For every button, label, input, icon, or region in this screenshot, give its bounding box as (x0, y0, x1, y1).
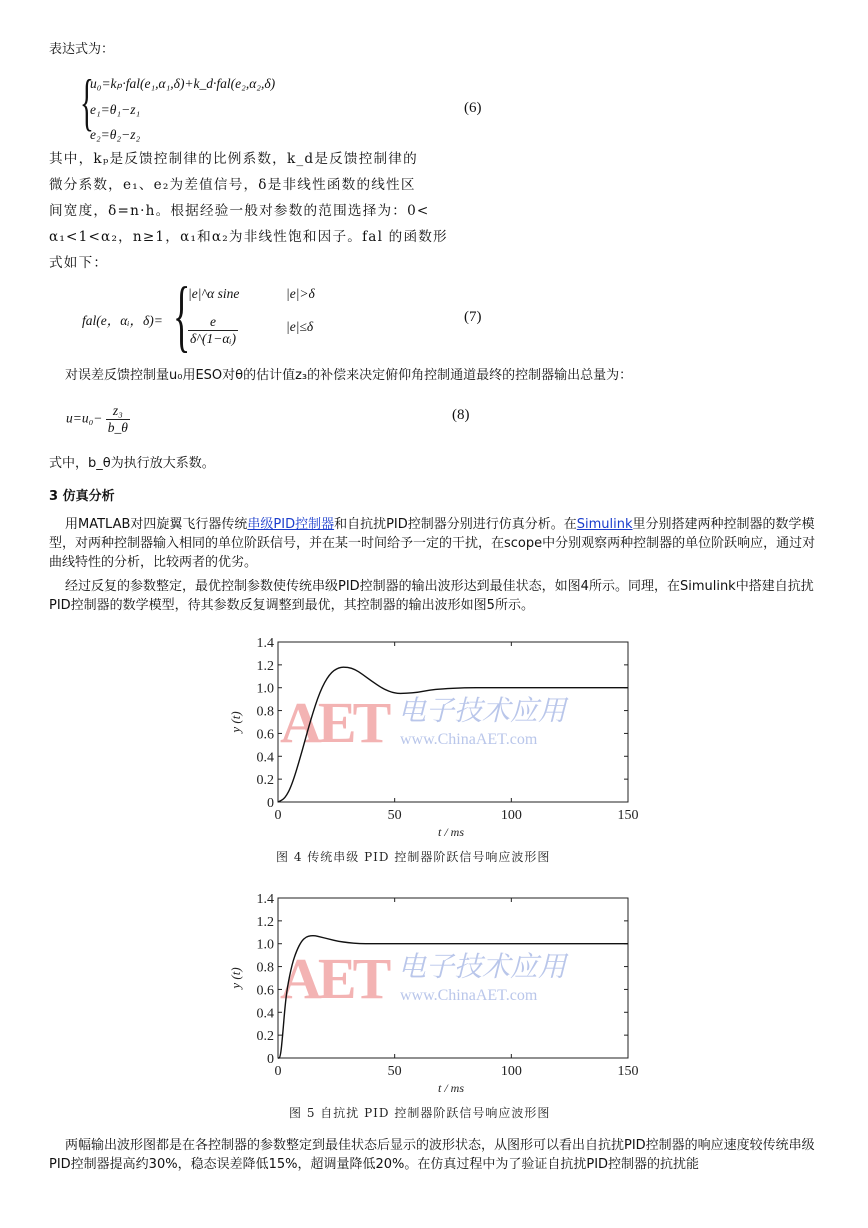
parameter-line-3: 间宽度，δ=n·h。根据经验一般对参数的范围选择为：0< (49, 203, 430, 219)
figure-5-chart (220, 886, 640, 1096)
y-tick-label: 0.8 (256, 704, 274, 720)
watermark-logo: AET (280, 690, 388, 755)
equation-7-lhs: fal(e，αᵢ，δ)= (82, 313, 163, 328)
intro-label: 表达式为： (49, 42, 115, 57)
parameter-line-2: 微分系数，e₁、e₂为差值信号，δ是非线性函数的线性区 (49, 177, 416, 193)
y-tick-label: 0 (267, 796, 274, 811)
parameter-description (49, 146, 499, 276)
watermark-url: www.ChinaAET.com (400, 731, 538, 748)
equation-7-cond1: |e|>δ (286, 286, 315, 301)
x-tick-label: 150 (617, 1064, 639, 1079)
figure-4-chart (220, 630, 640, 840)
x-tick-label: 150 (617, 808, 639, 823)
equation-7-number: (7) (464, 309, 482, 325)
equation-6-number: (6) (464, 100, 482, 116)
x-tick-label: 100 (500, 1064, 522, 1079)
equation-7-case1: |e|^α sine (188, 286, 240, 301)
y-tick-label: 0.4 (256, 1006, 274, 1022)
equation-8-num: z₃ (106, 403, 130, 420)
y-tick-label: 0.6 (256, 727, 274, 743)
section-heading: 3 仿真分析 (49, 489, 115, 504)
equation-6-line1: u₀=kₚ·fal(e₁,α₁,δ)+k_d·fal(e₂,α₂,δ) (90, 76, 276, 91)
equation-7-case2 (188, 314, 238, 347)
x-axis-label: t / ms (437, 825, 465, 839)
figure-4-caption: 图 4 传统串级 PID 控制器阶跃信号响应波形图 (276, 850, 551, 864)
equation-7-brace: { (173, 272, 191, 360)
equation-6-line3: e₂=θ₂−z₂ (90, 127, 141, 142)
equation-8-number: (8) (452, 407, 470, 423)
watermark-cn: 电子技术应用 (398, 696, 567, 727)
equation-6-brace: { (80, 66, 94, 137)
equation-8-den: b_θ (107, 420, 128, 435)
paragraph-b-theta: 式中，b_θ为执行放大系数。 (49, 456, 215, 471)
y-tick-label: 0.6 (256, 983, 274, 999)
y-tick-label: 1.4 (256, 892, 274, 907)
parameter-line-1: 其中，kₚ是反馈控制律的比例系数，k_d是反馈控制律的 (49, 151, 418, 167)
equation-7-case2-num: e (188, 314, 238, 331)
y-axis-label: y (t) (228, 967, 243, 989)
paragraph-u0: 对误差反馈控制量u₀用ESO对θ的估计值z₃的补偿来决定俯仰角控制通道最终的控制器输出总量为： (65, 368, 633, 383)
y-tick-label: 0 (267, 1052, 274, 1067)
equation-7-cond2: |e|≤δ (286, 319, 314, 334)
paragraph-simulation-pre: 用MATLAB对四旋翼飞行器传统 (65, 517, 248, 532)
paragraph-simulation (49, 515, 819, 572)
paragraph-simulation-post: 里分别搭建两种控制器的数学模型，对两种控制器输入相同的单位阶跃信号，并在某一时间给予一定的干扰，在scope中分别观察两种控制器的单位阶跃响应，通过对曲线特性的分析，比较两者的优劣。 (49, 517, 816, 570)
figure-5-caption: 图 5 自抗扰 PID 控制器阶跃信号响应波形图 (289, 1106, 551, 1120)
x-tick-label: 50 (387, 1064, 402, 1079)
y-tick-label: 0.2 (256, 1029, 274, 1045)
y-tick-label: 0.4 (256, 750, 274, 766)
paragraph-conclusion: 两幅输出波形图都是在各控制器的参数整定到最佳状态后显示的波形状态，从图形可以看出自抗扰PID控制器的响应速度较传统串级PID控制器提高约30%，稳态误差降低15%，超调量降低20%。在仿真过程中为了验证自抗扰PID控制器的抗扰能 (49, 1138, 815, 1172)
parameter-line-5: 式如下： (49, 255, 109, 271)
equation-8-lhs: u=u₀− (66, 410, 103, 426)
link-simulink[interactable]: Simulink (576, 517, 633, 532)
x-tick-label: 0 (274, 1064, 282, 1079)
paragraph-simulation-mid: 和自抗扰PID控制器分别进行仿真分析。在 (334, 517, 577, 532)
paragraph-tuning: 经过反复的参数整定，最优控制参数使传统串级PID控制器的输出波形达到最佳状态，如图4所示。同理，在Simulink中搭建自抗扰PID控制器的数学模型，待其参数反复调整到最优，其控制器的输出波形如图5所示。 (49, 579, 814, 613)
y-axis-label: y (t) (228, 711, 243, 733)
x-tick-label: 0 (274, 808, 282, 823)
y-tick-label: 1.0 (256, 937, 274, 953)
x-tick-label: 50 (387, 808, 402, 823)
y-tick-label: 0.8 (256, 960, 274, 976)
watermark-cn: 电子技术应用 (398, 952, 567, 983)
y-tick-label: 1.0 (256, 681, 274, 697)
watermark-url: www.ChinaAET.com (400, 987, 538, 1004)
y-tick-label: 1.2 (256, 914, 274, 930)
watermark-logo: AET (280, 946, 388, 1011)
y-tick-label: 1.4 (256, 636, 274, 651)
x-axis-label: t / ms (437, 1081, 465, 1095)
y-tick-label: 1.2 (256, 658, 274, 674)
y-tick-label: 0.2 (256, 773, 274, 789)
x-tick-label: 100 (500, 808, 522, 823)
parameter-line-4: α₁<1<α₂，n≥1，α₁和α₂为非线性饱和因子。fal 的函数形 (49, 229, 448, 245)
equation-8 (66, 403, 130, 436)
equation-6-line2: e₁=θ₁−z₁ (90, 102, 141, 117)
equation-7-case2-den: δ^(1−αᵢ) (190, 331, 237, 346)
link-cascade-pid[interactable]: 串级PID控制器 (247, 517, 335, 532)
